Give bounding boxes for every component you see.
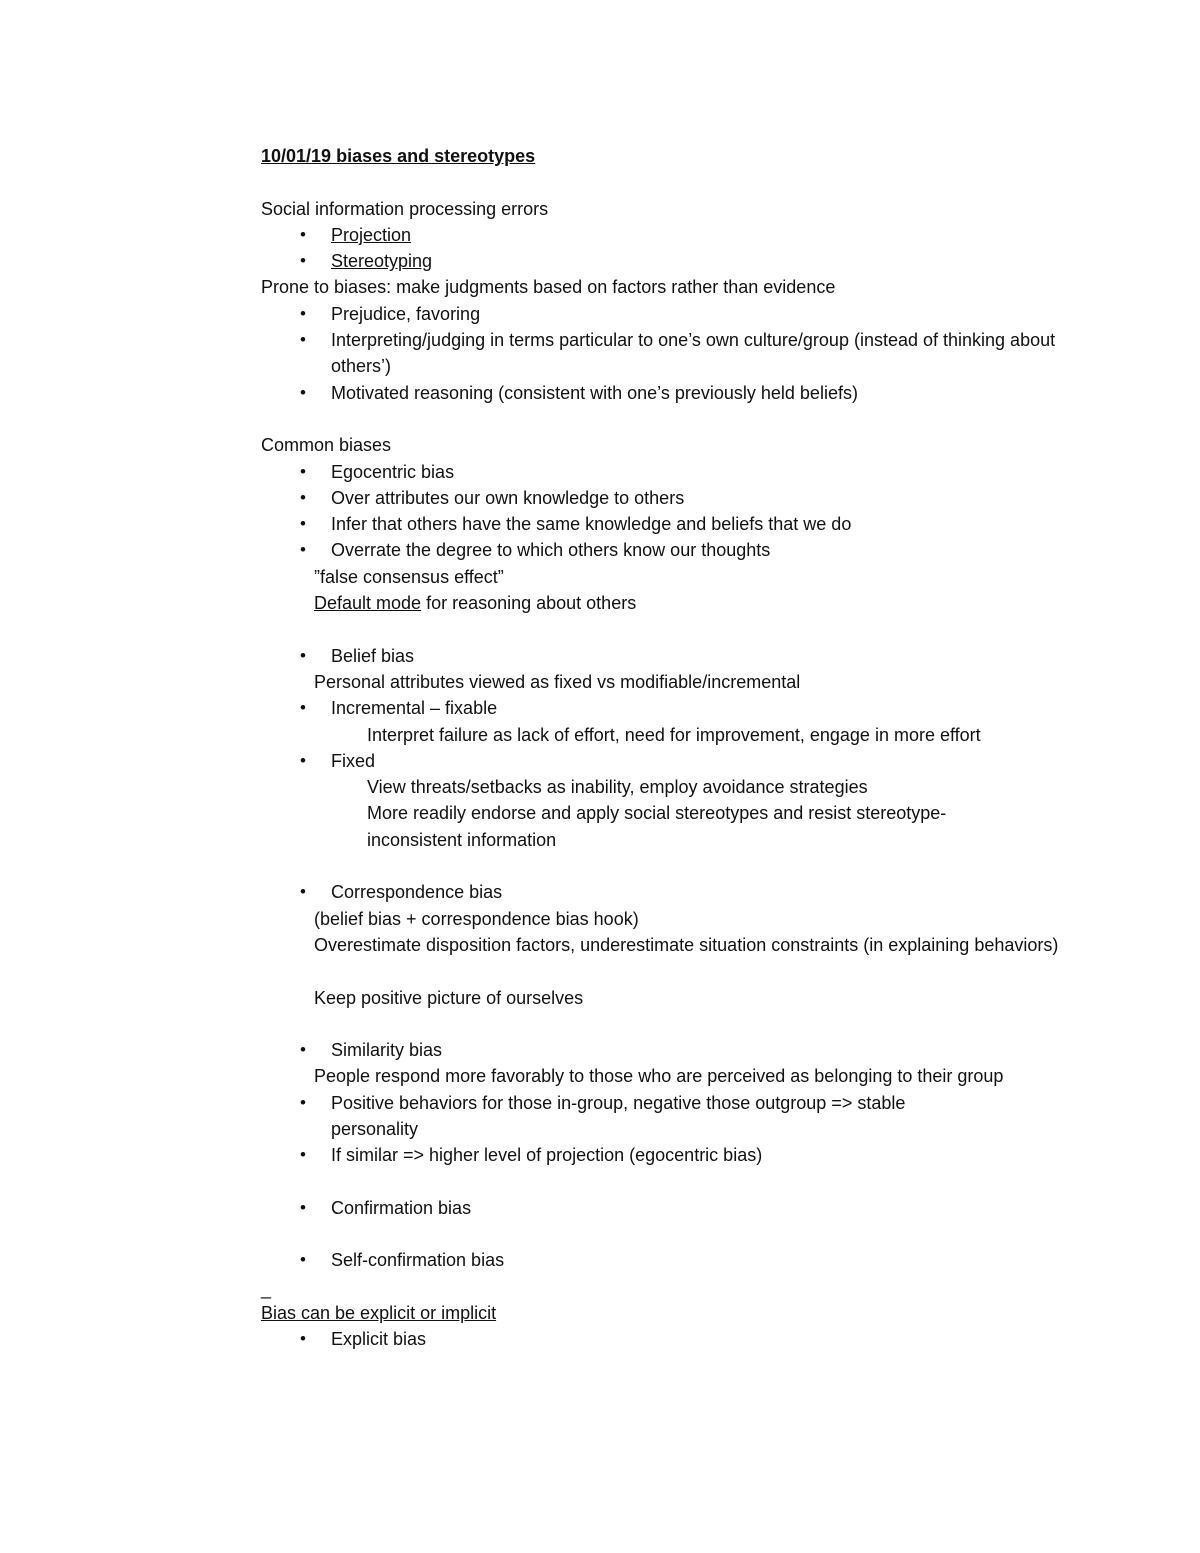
note-line: ”false consensus effect” [314, 566, 504, 587]
bullet-icon: • [300, 1092, 306, 1112]
note-line: (belief bias + correspondence bias hook) [314, 908, 639, 929]
page-title: 10/01/19 biases and stereotypes [261, 146, 536, 166]
note-line: Overestimate disposition factors, underestimate situation constraints (in explaining behaviors) [314, 934, 1059, 955]
bullet-icon: • [300, 540, 306, 560]
bullet-icon: • [300, 645, 306, 665]
list-item: • Belief bias [261, 643, 1061, 669]
section-heading: Social information processing errors [261, 198, 549, 219]
list-item: • Egocentric bias [261, 459, 1061, 485]
bullet-icon: • [300, 382, 306, 402]
section-heading: Bias can be explicit or implicit [261, 1302, 497, 1323]
bullet-icon: • [300, 698, 306, 718]
bullet-icon: • [300, 251, 306, 271]
list-item: • Prejudice, favoring [261, 301, 1061, 327]
list-item: • Projection [261, 222, 1061, 248]
list-item: • Self-confirmation bias [261, 1247, 1061, 1273]
list-item: • Infer that others have the same knowledge and beliefs that we do [261, 511, 1061, 537]
bullet-icon: • [300, 1040, 306, 1060]
bullet-icon: • [300, 882, 306, 902]
blank-line [261, 1221, 1061, 1247]
bullet-icon: • [300, 1197, 306, 1217]
blank-line [261, 169, 1061, 195]
section-heading: Prone to biases: make judgments based on factors rather than evidence [261, 277, 836, 298]
bullet-icon: • [300, 487, 306, 507]
bullet-icon: • [300, 750, 306, 770]
list-item: • Interpreting/judging in terms particular to one’s own culture/group (instead of thinking about others’) [261, 327, 1061, 380]
note-line: View threats/setbacks as inability, employ avoidance strategies [367, 777, 868, 798]
bullet-icon: • [300, 1329, 306, 1349]
blank-line [261, 616, 1061, 642]
blank-line [261, 406, 1061, 432]
bullet-icon: • [300, 303, 306, 323]
list-item: • Correspondence bias [261, 879, 1061, 905]
note-line: Keep positive picture of ourselves [314, 987, 584, 1008]
list-item: • Overrate the degree to which others know our thoughts [261, 537, 1061, 563]
note-line: More readily endorse and apply social stereotypes and resist stereotype-inconsistent information [367, 803, 947, 850]
bullet-icon: • [300, 224, 306, 244]
notes-content [261, 143, 1061, 1352]
list-item: • Incremental – fixable [261, 695, 1061, 721]
bullet-icon: • [300, 514, 306, 534]
blank-line [261, 958, 1061, 984]
note-line: Personal attributes viewed as fixed vs modifiable/incremental [314, 671, 801, 692]
separator-dash: _ [261, 1278, 272, 1299]
blank-line [261, 853, 1061, 879]
list-item: • Explicit bias [261, 1326, 1061, 1352]
note-line: Interpret failure as lack of effort, need for improvement, engage in more effort [367, 724, 981, 745]
list-item: • Similarity bias [261, 1037, 1061, 1063]
note-line: Default mode for reasoning about others [314, 593, 637, 614]
list-item: • Over attributes our own knowledge to others [261, 485, 1061, 511]
list-item: • Fixed [261, 748, 1061, 774]
bullet-icon: • [300, 1145, 306, 1165]
note-line: People respond more favorably to those who are perceived as belonging to their group [314, 1066, 1004, 1087]
blank-line [261, 1011, 1061, 1037]
section-heading: Common biases [261, 435, 392, 456]
list-item: • Motivated reasoning (consistent with one’s previously held beliefs) [261, 380, 1061, 406]
list-item: • If similar => higher level of projection (egocentric bias) [261, 1142, 1061, 1168]
blank-line [261, 1169, 1061, 1195]
bullet-icon: • [300, 461, 306, 481]
list-item: • Confirmation bias [261, 1195, 1061, 1221]
list-item: • Stereotyping [261, 248, 1061, 274]
bullet-icon: • [300, 330, 306, 350]
list-item: • Positive behaviors for those in-group, negative those outgroup => stable personality [261, 1090, 981, 1143]
bullet-icon: • [300, 1250, 306, 1270]
